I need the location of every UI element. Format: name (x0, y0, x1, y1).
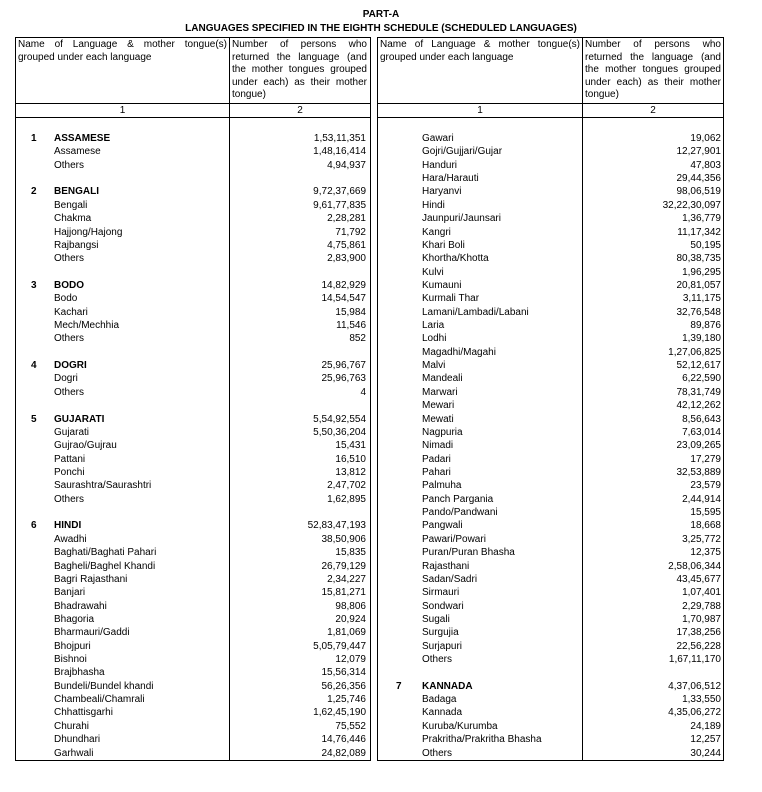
mother-tongue-name: Mewati (422, 413, 454, 425)
persons-count-value: 25,96,763 (321, 373, 366, 385)
persons-count-value: 32,53,889 (676, 467, 721, 478)
persons-count-value: 6,22,590 (682, 373, 721, 385)
persons-count-value: 852 (349, 333, 366, 345)
mother-tongue-name: Baghati/Baghati Pahari (54, 547, 157, 559)
persons-count-value: 4,75,861 (327, 239, 366, 251)
persons-count-value: 15,984 (335, 306, 366, 318)
mother-tongue-name: Sirmauri (422, 587, 460, 599)
persons-count-value: 98,806 (335, 600, 366, 612)
mother-tongue-name: Lamani/Lambadi/Labani (422, 306, 529, 318)
mother-tongue-name: Others (54, 386, 85, 398)
persons-count-value: 8,56,643 (682, 413, 721, 425)
mother-tongue-name: Others (54, 253, 85, 265)
mother-tongue-name: Padari (422, 453, 451, 465)
mother-tongue-name: Bengali (54, 199, 88, 211)
persons-count-value: 43,45,677 (676, 573, 721, 585)
table-row (378, 266, 723, 279)
table-row (378, 413, 723, 426)
persons-count-value: 56,26,356 (321, 680, 366, 692)
persons-count-value: 30,244 (690, 747, 721, 759)
table-row (378, 600, 723, 613)
persons-count-value: 52,12,617 (676, 360, 721, 372)
table-row (16, 372, 370, 385)
table-row (16, 533, 370, 546)
mother-tongue-name: Puran/Puran Bhasha (422, 547, 515, 559)
mother-tongue-name: Others (54, 159, 85, 171)
column-number: 1 (477, 105, 483, 116)
persons-count-value: 4 (360, 386, 366, 398)
persons-count-value: 2,83,900 (327, 253, 366, 265)
table-row (16, 560, 370, 573)
persons-count-value: 7,63,014 (682, 426, 721, 438)
persons-count-value: 4,35,06,272 (668, 707, 721, 719)
mother-tongue-name: Dogri (54, 373, 78, 385)
mother-tongue-name: Gujarati (54, 426, 90, 438)
header-language-name: Name of Language & mother tongue(s) grouped under each language (18, 39, 227, 63)
mother-tongue-name: Bundeli/Bundel khandi (54, 680, 154, 692)
table-row (378, 573, 723, 586)
language-serial-number: 6 (31, 520, 37, 532)
persons-count-value: 11,546 (336, 320, 366, 332)
table-row (378, 533, 723, 546)
mother-tongue-name: Mech/Mechhia (54, 320, 120, 332)
mother-tongue-name: Mewari (422, 400, 455, 412)
persons-count-value: 20,81,057 (676, 279, 721, 291)
table-row (378, 306, 723, 319)
table-row (378, 693, 723, 706)
persons-count-value: 2,47,702 (327, 480, 366, 492)
persons-count-value: 98,06,519 (676, 186, 721, 198)
persons-count-value: 42,12,262 (676, 400, 721, 412)
persons-count-value: 32,76,548 (676, 306, 721, 318)
table-row (378, 372, 723, 385)
table-row (16, 212, 370, 225)
mother-tongue-name: Kurmali Thar (422, 293, 480, 305)
mother-tongue-name: Pahari (422, 467, 451, 478)
table-row (16, 453, 370, 466)
mother-tongue-name: Pawari/Powari (422, 533, 486, 545)
persons-count-value: 16,510 (335, 453, 366, 465)
table-row (378, 226, 723, 239)
language-serial-number: 2 (31, 186, 37, 198)
mother-tongue-name: Sondwari (422, 600, 464, 612)
table-row (16, 600, 370, 613)
language-serial-number: 3 (31, 279, 37, 291)
persons-count-value: 1,62,45,190 (313, 707, 366, 719)
mother-tongue-name: Garhwali (54, 747, 94, 759)
language-name: BODO (54, 279, 84, 291)
table-row (378, 145, 723, 158)
table-row (16, 185, 370, 198)
mother-tongue-name: Bagri Rajasthani (54, 573, 128, 585)
table-row (16, 159, 370, 172)
mother-tongue-name: Pangwali (422, 520, 463, 532)
table-row (16, 426, 370, 439)
header-persons-count: Number of persons who returned the language (and the mother tongues grouped under each) as their mother tongue) (585, 39, 721, 101)
persons-count-value: 47,803 (690, 159, 721, 171)
persons-count-value: 3,25,772 (682, 533, 721, 545)
table-row (16, 466, 370, 479)
persons-count-value: 89,876 (690, 320, 721, 332)
language-name: KANNADA (422, 680, 473, 692)
mother-tongue-name: Hara/Harauti (422, 173, 479, 185)
persons-count-value: 1,62,895 (327, 493, 366, 505)
mother-tongue-name: Haryanvi (422, 186, 462, 198)
persons-count-value: 23,579 (690, 480, 721, 492)
mother-tongue-name: Kachari (54, 306, 88, 318)
table-row (378, 252, 723, 265)
persons-count-value: 1,25,746 (327, 694, 366, 706)
table-row (378, 319, 723, 332)
table-row (378, 466, 723, 479)
persons-count-value: 15,431 (335, 440, 366, 452)
table-row (16, 720, 370, 733)
mother-tongue-name: Hajjong/Hajong (54, 226, 123, 238)
mother-tongue-name: Kannada (422, 707, 463, 719)
table-row (16, 680, 370, 693)
table-row (16, 519, 370, 532)
mother-tongue-name: Bhadrawahi (54, 600, 107, 612)
persons-count-value: 24,189 (690, 720, 721, 732)
persons-count-value: 2,28,281 (327, 213, 366, 225)
table-row (378, 680, 723, 693)
language-name: HINDI (54, 520, 82, 532)
mother-tongue-name: Kuruba/Kurumba (422, 720, 498, 732)
table-row (16, 413, 370, 426)
mother-tongue-name: Sugali (422, 613, 450, 625)
mother-tongue-name: Awadhi (54, 533, 87, 545)
table-row (16, 239, 370, 252)
table-row (16, 493, 370, 506)
persons-count-value: 17,38,256 (676, 627, 721, 639)
persons-count-value: 1,33,550 (682, 694, 721, 706)
mother-tongue-name: Badaga (422, 694, 457, 706)
persons-count-value: 1,53,11,351 (313, 133, 366, 144)
persons-count-value: 9,61,77,835 (313, 199, 366, 211)
persons-count-value: 5,05,79,447 (313, 640, 366, 652)
mother-tongue-name: Pando/Pandwani (422, 507, 498, 519)
persons-count-value: 1,48,16,414 (313, 146, 366, 158)
table-row (16, 292, 370, 305)
mother-tongue-name: Banjari (54, 587, 86, 599)
left-table (15, 37, 371, 761)
table-row (378, 613, 723, 626)
mother-tongue-name: Prakritha/Prakritha Bhasha (422, 734, 542, 746)
persons-count-value: 15,835 (335, 547, 366, 559)
table-row (378, 640, 723, 653)
table-row (16, 546, 370, 559)
table-row (16, 199, 370, 212)
mother-tongue-name: Palmuha (422, 480, 462, 492)
mother-tongue-name: Bharmauri/Gaddi (54, 627, 130, 639)
persons-count-value: 12,257 (690, 734, 721, 746)
table-row (16, 226, 370, 239)
persons-count-value: 1,70,987 (682, 613, 721, 625)
mother-tongue-name: Surgujia (422, 627, 459, 639)
persons-count-value: 71,792 (335, 226, 366, 238)
language-name: BENGALI (54, 186, 99, 198)
mother-tongue-name: Handuri (422, 159, 458, 171)
persons-count-value: 15,81,271 (321, 587, 366, 599)
language-name: GUJARATI (54, 413, 105, 425)
persons-count-value: 4,37,06,512 (668, 680, 721, 692)
table-row (16, 319, 370, 332)
persons-count-value: 2,34,227 (327, 573, 366, 585)
mother-tongue-name: Dhundhari (54, 734, 101, 746)
mother-tongue-name: Kangri (422, 226, 451, 238)
table-row (378, 346, 723, 359)
table-row (16, 132, 370, 145)
table-row (378, 733, 723, 746)
language-serial-number: 5 (31, 413, 37, 425)
mother-tongue-name: Brajbhasha (54, 667, 105, 679)
mother-tongue-name: Lodhi (422, 333, 447, 345)
persons-count-value: 32,22,30,097 (662, 199, 721, 211)
table-row (16, 733, 370, 746)
table-row (378, 292, 723, 305)
schedule-title: LANGUAGES SPECIFIED IN THE EIGHTH SCHEDULE (SCHEDULED LANGUAGES) (185, 23, 577, 34)
mother-tongue-name: Pattani (54, 453, 86, 465)
persons-count-value: 24,82,089 (321, 747, 366, 759)
mother-tongue-name: Others (422, 654, 453, 666)
mother-tongue-name: Gawari (422, 133, 454, 144)
persons-count-value: 2,44,914 (682, 493, 721, 505)
persons-count-value: 29,44,356 (676, 173, 721, 185)
mother-tongue-name: Gujrao/Gujrau (54, 440, 117, 452)
mother-tongue-name: Ponchi (54, 467, 85, 478)
table-row (378, 626, 723, 639)
mother-tongue-name: Kumauni (422, 279, 462, 291)
table-row (16, 145, 370, 158)
persons-count-value: 26,79,129 (321, 560, 366, 572)
table-row (378, 159, 723, 172)
part-label: PART-A (362, 9, 400, 20)
table-row (378, 479, 723, 492)
table-row (16, 693, 370, 706)
mother-tongue-name: Khortha/Khotta (422, 253, 489, 265)
persons-count-value: 52,83,47,193 (307, 520, 366, 532)
header-language-name: Name of Language & mother tongue(s) grouped under each language (380, 39, 580, 63)
persons-count-value: 22,56,228 (676, 640, 721, 652)
mother-tongue-name: Churahi (54, 720, 90, 732)
language-name: ASSAMESE (54, 133, 111, 144)
language-serial-number: 1 (31, 133, 37, 144)
table-row (378, 199, 723, 212)
table-row (378, 586, 723, 599)
table-row (378, 439, 723, 452)
mother-tongue-name: Others (422, 747, 453, 759)
mother-tongue-name: Khari Boli (422, 239, 465, 251)
persons-count-value: 2,58,06,344 (668, 560, 721, 572)
table-row (16, 386, 370, 399)
table-row (16, 626, 370, 639)
table-row (16, 666, 370, 679)
table-row (378, 212, 723, 225)
table-row (378, 519, 723, 532)
mother-tongue-name: Chambeali/Chamrali (54, 694, 145, 706)
table-row (16, 439, 370, 452)
persons-count-value: 4,94,937 (327, 159, 366, 171)
persons-count-value: 50,195 (690, 239, 721, 251)
table-row (378, 706, 723, 719)
persons-count-value: 14,82,929 (321, 279, 366, 291)
persons-count-value: 38,50,906 (321, 533, 366, 545)
table-row (16, 653, 370, 666)
mother-tongue-name: Surjapuri (422, 640, 463, 652)
right-table (377, 37, 724, 761)
persons-count-value: 13,812 (335, 467, 366, 478)
table-row (16, 279, 370, 292)
persons-count-value: 1,39,180 (682, 333, 721, 345)
table-row (16, 640, 370, 653)
table-row (16, 479, 370, 492)
mother-tongue-name: Others (54, 333, 85, 345)
mother-tongue-name: Rajbangsi (54, 239, 99, 251)
table-row (16, 747, 370, 760)
mother-tongue-name: Kulvi (422, 266, 444, 278)
persons-count-value: 1,96,295 (682, 266, 721, 278)
persons-count-value: 78,31,749 (676, 386, 721, 398)
language-serial-number: 4 (31, 360, 37, 372)
table-row (16, 306, 370, 319)
persons-count-value: 17,279 (690, 453, 721, 465)
persons-count-value: 3,11,175 (682, 293, 721, 305)
table-row (16, 359, 370, 372)
mother-tongue-name: Nagpuria (422, 426, 463, 438)
table-row (16, 573, 370, 586)
mother-tongue-name: Rajasthani (422, 560, 470, 572)
persons-count-value: 25,96,767 (321, 360, 366, 372)
mother-tongue-name: Jaunpuri/Jaunsari (422, 213, 501, 225)
mother-tongue-name: Bhojpuri (54, 640, 91, 652)
persons-count-value: 14,76,446 (321, 734, 366, 746)
table-row (378, 239, 723, 252)
column-number: 1 (119, 105, 126, 116)
persons-count-value: 12,375 (690, 547, 721, 559)
persons-count-value: 20,924 (335, 613, 366, 625)
persons-count-value: 80,38,735 (676, 253, 721, 265)
table-row (378, 359, 723, 372)
mother-tongue-name: Hindi (422, 199, 445, 211)
column-number: 2 (650, 105, 656, 116)
table-row (16, 252, 370, 265)
persons-count-value: 1,07,401 (682, 587, 721, 599)
language-name: DOGRI (54, 360, 87, 372)
header-persons-count: Number of persons who returned the language (and the mother tongues grouped under each) as their mother tongue) (232, 39, 367, 101)
mother-tongue-name: Laria (422, 320, 445, 332)
table-row (378, 506, 723, 519)
persons-count-value: 12,079 (335, 654, 366, 666)
persons-count-value: 1,36,779 (682, 213, 721, 225)
persons-count-value: 9,72,37,669 (313, 186, 366, 198)
persons-count-value: 1,27,06,825 (668, 346, 721, 358)
table-row (378, 399, 723, 412)
persons-count-value: 1,81,069 (327, 627, 366, 639)
persons-count-value: 19,062 (690, 133, 721, 144)
mother-tongue-name: Bhagoria (54, 613, 95, 625)
persons-count-value: 15,595 (690, 507, 721, 519)
persons-count-value: 2,29,788 (682, 600, 721, 612)
persons-count-value: 11,17,342 (677, 226, 721, 238)
mother-tongue-name: Assamese (54, 146, 101, 158)
table-row (16, 613, 370, 626)
table-row (378, 493, 723, 506)
mother-tongue-name: Gojri/Gujjari/Gujar (422, 146, 503, 158)
table-row (16, 586, 370, 599)
language-serial-number: 7 (396, 680, 402, 692)
table-row (378, 172, 723, 185)
table-row (378, 653, 723, 666)
table-row (378, 720, 723, 733)
persons-count-value: 5,50,36,204 (313, 426, 366, 438)
mother-tongue-name: Saurashtra/Saurashtri (54, 480, 152, 492)
persons-count-value: 14,54,547 (321, 293, 366, 305)
mother-tongue-name: Marwari (422, 386, 458, 398)
persons-count-value: 5,54,92,554 (313, 413, 366, 425)
persons-count-value: 12,27,901 (676, 146, 721, 158)
mother-tongue-name: Mandeali (422, 373, 463, 385)
mother-tongue-name: Magadhi/Magahi (422, 346, 496, 358)
column-number: 2 (297, 105, 303, 116)
mother-tongue-name: Nimadi (422, 440, 454, 452)
mother-tongue-name: Bishnoi (54, 654, 87, 666)
persons-count-value: 15,56,314 (321, 667, 366, 679)
persons-count-value: 1,67,11,170 (668, 654, 721, 666)
mother-tongue-name: Panch Pargania (422, 493, 494, 505)
table-row (378, 546, 723, 559)
mother-tongue-name: Malvi (422, 360, 446, 372)
mother-tongue-name: Bagheli/Baghel Khandi (54, 560, 156, 572)
table-row (378, 453, 723, 466)
table-row (16, 332, 370, 345)
table-row (378, 132, 723, 145)
mother-tongue-name: Chhattisgarhi (54, 707, 113, 719)
table-row (378, 279, 723, 292)
mother-tongue-name: Sadan/Sadri (422, 573, 478, 585)
table-row (16, 706, 370, 719)
persons-count-value: 75,552 (335, 720, 366, 732)
table-row (378, 426, 723, 439)
mother-tongue-name: Chakma (54, 213, 92, 225)
table-row (378, 185, 723, 198)
table-row (378, 386, 723, 399)
table-row (378, 332, 723, 345)
persons-count-value: 18,668 (690, 520, 721, 532)
mother-tongue-name: Bodo (54, 293, 78, 305)
mother-tongue-name: Others (54, 493, 85, 505)
table-row (378, 560, 723, 573)
persons-count-value: 23,09,265 (676, 440, 721, 452)
table-row (378, 747, 723, 760)
